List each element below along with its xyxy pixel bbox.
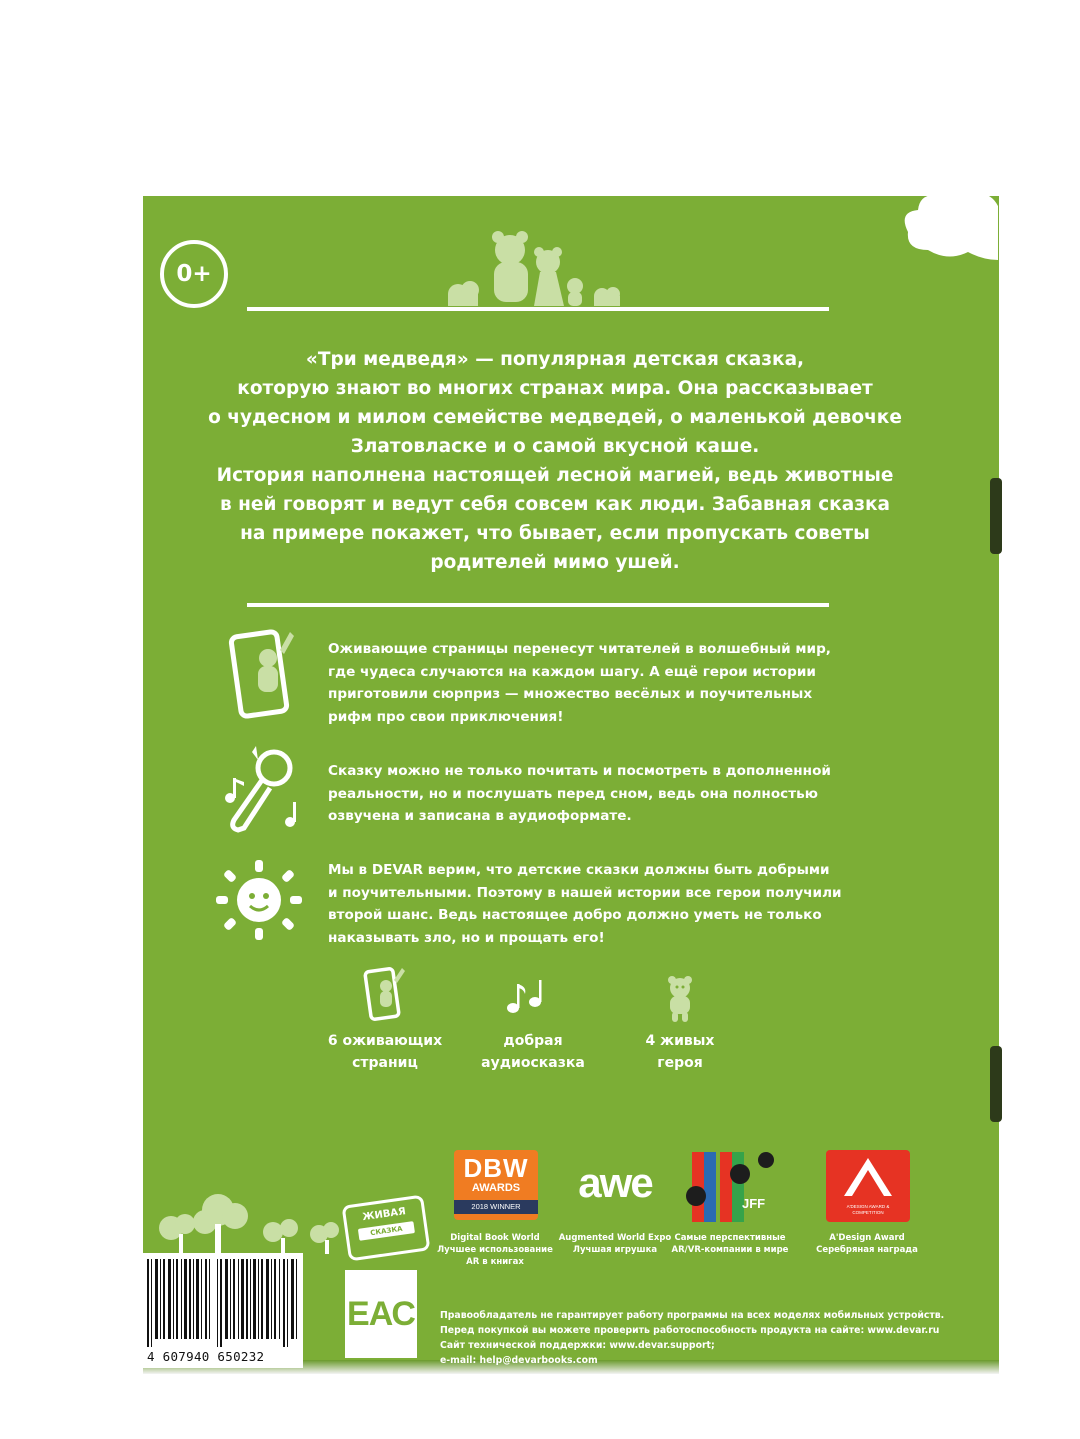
dbw-award-logo: [454, 1150, 538, 1220]
eac-mark: ЕАС: [345, 1270, 417, 1358]
stat-line: героя: [657, 1055, 703, 1071]
binding-staple-top: [990, 478, 1002, 554]
feature-line: и поучительными. Поэтому в нашей истории все герои получили: [328, 884, 842, 901]
stat-line: добрая: [503, 1033, 563, 1049]
music-notes-icon: [505, 980, 549, 1016]
feature-values-text: [328, 859, 868, 949]
phone-ar-icon: [362, 966, 412, 1022]
legal-line: Правообладатель не гарантирует работу программы на всех моделях мобильных устройств.: [440, 1310, 945, 1321]
award-caption-line: Лучшая игрушка: [572, 1245, 658, 1255]
dbw-logo-text: DBW: [463, 1153, 529, 1183]
dbw-logo-awards: AWARDS: [471, 1182, 521, 1194]
a-letter-icon: [826, 1150, 910, 1200]
microphone-icon: [208, 742, 308, 834]
barcode-number: 4 607940 650232: [147, 1349, 265, 1364]
stat-heroes: [605, 1030, 755, 1074]
award-caption-line: AR/VR-компании в мире: [671, 1245, 789, 1255]
award-caption-adesign: [792, 1232, 942, 1256]
award-caption-line: Augmented World Expo: [558, 1233, 672, 1243]
award-caption-line: A'Design Award: [829, 1233, 905, 1243]
intro-line: родителей мимо ушей.: [430, 552, 680, 573]
award-caption-line: Digital Book World: [450, 1233, 540, 1243]
barcode: [143, 1253, 303, 1368]
award-caption-jff: [655, 1232, 805, 1256]
dbw-logo-winner: 2018 WINNER: [454, 1200, 538, 1214]
intro-line: Златовласке и о самой вкусной каше.: [350, 436, 760, 457]
feature-line: Оживающие страницы перенесут читателей в волшебный мир,: [328, 641, 831, 657]
intro-line: «Три медведя» — популярная детская сказка,: [305, 349, 805, 370]
award-caption-line: AR в книгах: [466, 1257, 524, 1267]
feature-line: приготовили сюрприз — множество весёлых и поучительных: [328, 686, 813, 702]
feature-line: озвучена и записана в аудиоформате.: [328, 808, 632, 824]
three-bears-silhouette: [430, 228, 630, 310]
feature-ar-text: [328, 638, 868, 728]
jff-award-logo: [680, 1148, 780, 1224]
feature-line: Мы в DEVAR верим, что детские сказки должны быть добрыми: [328, 862, 830, 878]
forest-silhouette: [143, 1188, 343, 1254]
binding-staple-bottom: [990, 1046, 1002, 1122]
stat-line: аудиосказка: [481, 1055, 585, 1071]
middle-divider: [247, 603, 829, 607]
award-caption-line: Лучшее использование: [437, 1245, 553, 1255]
legal-text: [440, 1308, 960, 1368]
intro-paragraph: [160, 345, 950, 577]
award-caption-line: Самые перспективные: [674, 1233, 786, 1243]
intro-line: которую знают во многих странах мира. Она рассказывает: [237, 378, 873, 399]
intro-line: о чудесном и милом семействе медведей, о маленькой девочке: [208, 407, 902, 428]
award-caption-line: Серебряная награда: [816, 1245, 918, 1255]
cloud-decoration: [898, 182, 1000, 270]
stat-line: 6 оживающих: [327, 1033, 443, 1049]
feature-line: реальности, но и послушать перед сном, ведь она полностью: [328, 785, 818, 802]
stat-line: 4 живых: [645, 1033, 715, 1049]
stat-audio: [458, 1030, 608, 1074]
feature-line: наказывать зло, но и прощать его!: [328, 929, 605, 946]
barcode-bars: [143, 1259, 303, 1351]
feature-audio-text: [328, 760, 868, 828]
legal-line: Сайт технической поддержки: www.devar.support;: [440, 1340, 715, 1351]
badge-line: ЖИВАЯ: [361, 1206, 407, 1224]
feature-line: второй шанс. Ведь настоящее добро должно уметь не только: [328, 907, 822, 923]
intro-line: на примере покажет, что бывает, если пропускать советы: [240, 523, 870, 544]
intro-line: История наполнена настоящей лесной магией, ведь животные: [216, 465, 894, 486]
awe-award-logo: awe: [578, 1159, 652, 1206]
top-divider: [247, 307, 829, 311]
adesign-award-logo: [826, 1150, 910, 1222]
stat-pages: [310, 1030, 460, 1074]
legal-line: e-mail: help@devarbooks.com: [440, 1355, 598, 1366]
intro-line: в ней говорят и ведут себя совсем как люди. Забавная сказка: [219, 494, 891, 515]
feature-line: Сказку можно не только почитать и посмотреть в дополненной: [328, 763, 831, 779]
live-tale-badge: [342, 1195, 431, 1262]
bear-icon: [660, 974, 700, 1024]
phone-ar-icon: [228, 628, 308, 720]
stat-line: страниц: [352, 1055, 418, 1071]
adesign-logo-text: A'DESIGN AWARD & COMPETITION: [846, 1204, 890, 1215]
jff-logo-text: JFF: [742, 1196, 766, 1211]
legal-line: Перед покупкой вы можете проверить работоспособность продукта на сайте: www.devar.ru: [440, 1325, 940, 1336]
age-rating-badge: 0+: [160, 240, 228, 308]
feature-line: где чудеса случаются на каждом шагу. А ещё герои истории: [328, 663, 816, 680]
feature-line: рифм про свои приключения!: [328, 708, 564, 725]
badge-line: СКАЗКА: [358, 1221, 415, 1241]
sun-icon: [214, 858, 304, 942]
